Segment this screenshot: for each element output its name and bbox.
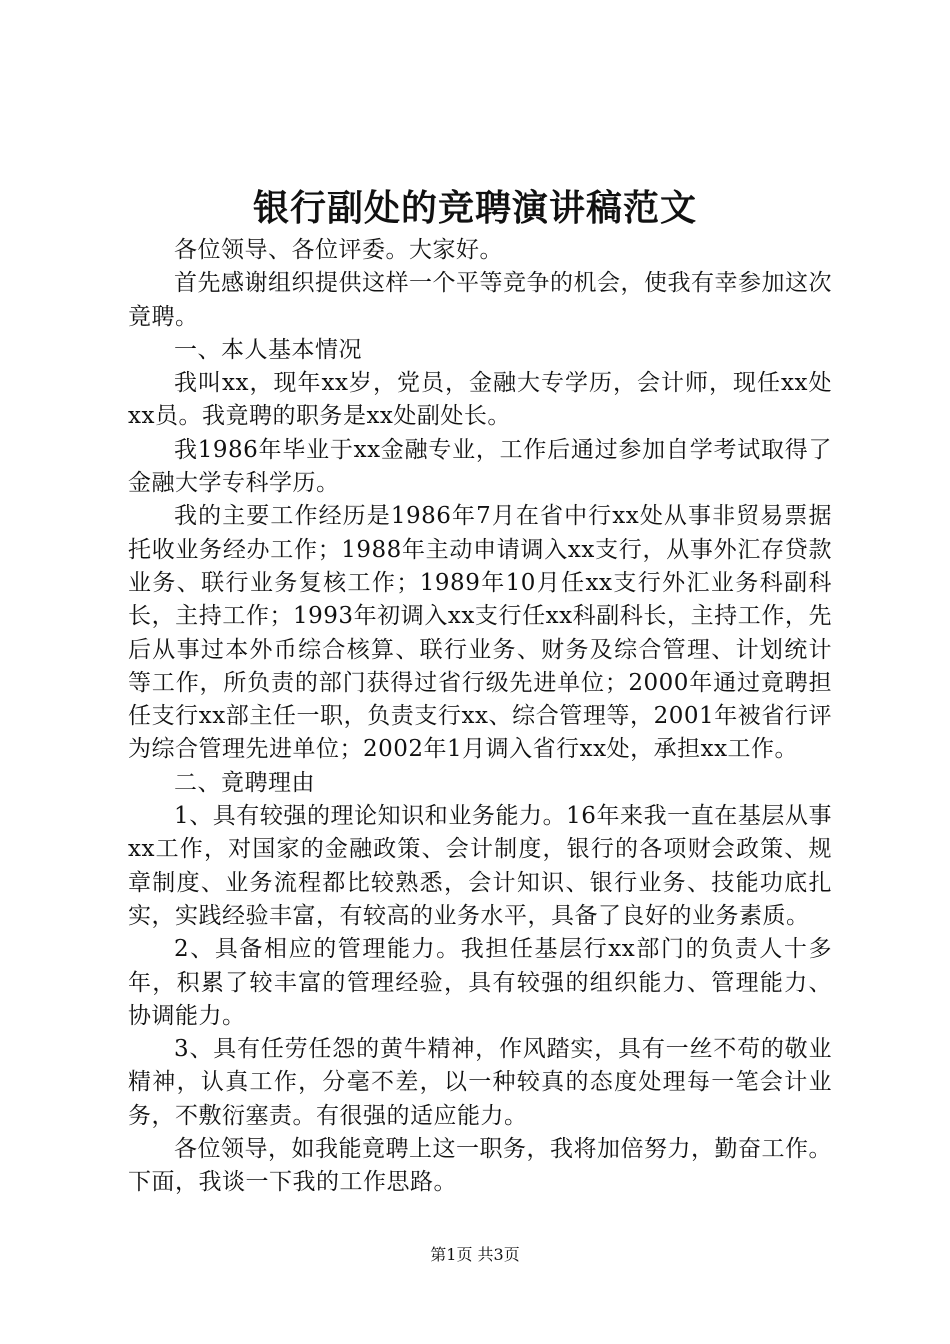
paragraph-reason-2: 2、具备相应的管理能力。我担任基层行xx部门的负责人十多年，积累了较丰富的管理经验，具有较强的组织能力、管理能力、协调能力。 (128, 936, 832, 1029)
page-footer: 第1页 共3页 (430, 1245, 520, 1264)
paragraph-greeting: 各位领导、各位评委。大家好。 (174, 237, 503, 263)
paragraph-education: 我1986年毕业于xx金融专业，工作后通过参加自学考试取得了金融大学专科学历。 (128, 436, 832, 497)
paragraph-reason-3: 3、具有任劳任怨的黄牛精神，作风踏实，具有一丝不苟的敬业精神，认真工作，分毫不差，以一种较真的态度处理每一笔会计业务，不敷衍塞责。有很强的适应能力。 (128, 1036, 832, 1129)
document-body (128, 234, 832, 1200)
section-heading-basic-info: 一、本人基本情况 (174, 336, 362, 363)
section-heading-reasons: 二、竟聘理由 (174, 769, 315, 796)
paragraph-work-history: 我的主要工作经历是1986年7月在省中行xx处从事非贸易票据托收业务经办工作；1988年主动申请调入xx支行，从事外汇存贷款业务、联行业务复核工作；1989年10月任xx支行外汇业务科副科长，主持工作；1993年初调入xx支行任xx科副科长，主持工作，先后从事过本外币综合核算、联行业务、财务及综合管理、计划统计等工作，所负责的部门获得过省行级先进单位；2000年通过竟聘担任支行xx部主任一职，负责支行xx、综合管理等，2001年被省行评为综合管理先进单位；2002年1月调入省行xx处，承担xx工作。 (128, 503, 832, 763)
paragraph-reason-1: 1、具有较强的理论知识和业务能力。16年来我一直在基层从事xx工作，对国家的金融政策、会计制度，银行的各项财会政策、规章制度、业务流程都比较熟悉，会计知识、银行业务、技能功底扎实，实践经验丰富，有较高的业务水平，具备了良好的业务素质。 (128, 803, 832, 929)
document-title: 银行副处的竞聘演讲稿范文 (252, 187, 697, 229)
paragraph-introduction: 我叫xx，现年xx岁，党员，金融大专学历，会计师，现任xx处xx员。我竟聘的职务是xx处副处长。 (128, 370, 832, 430)
paragraph-thanks: 首先感谢组织提供这样一个平等竞争的机会，使我有幸参加这次竟聘。 (128, 270, 832, 330)
paragraph-closing: 各位领导，如我能竟聘上这一职务，我将加倍努力，勤奋工作。下面，我谈一下我的工作思路。 (128, 1136, 832, 1196)
